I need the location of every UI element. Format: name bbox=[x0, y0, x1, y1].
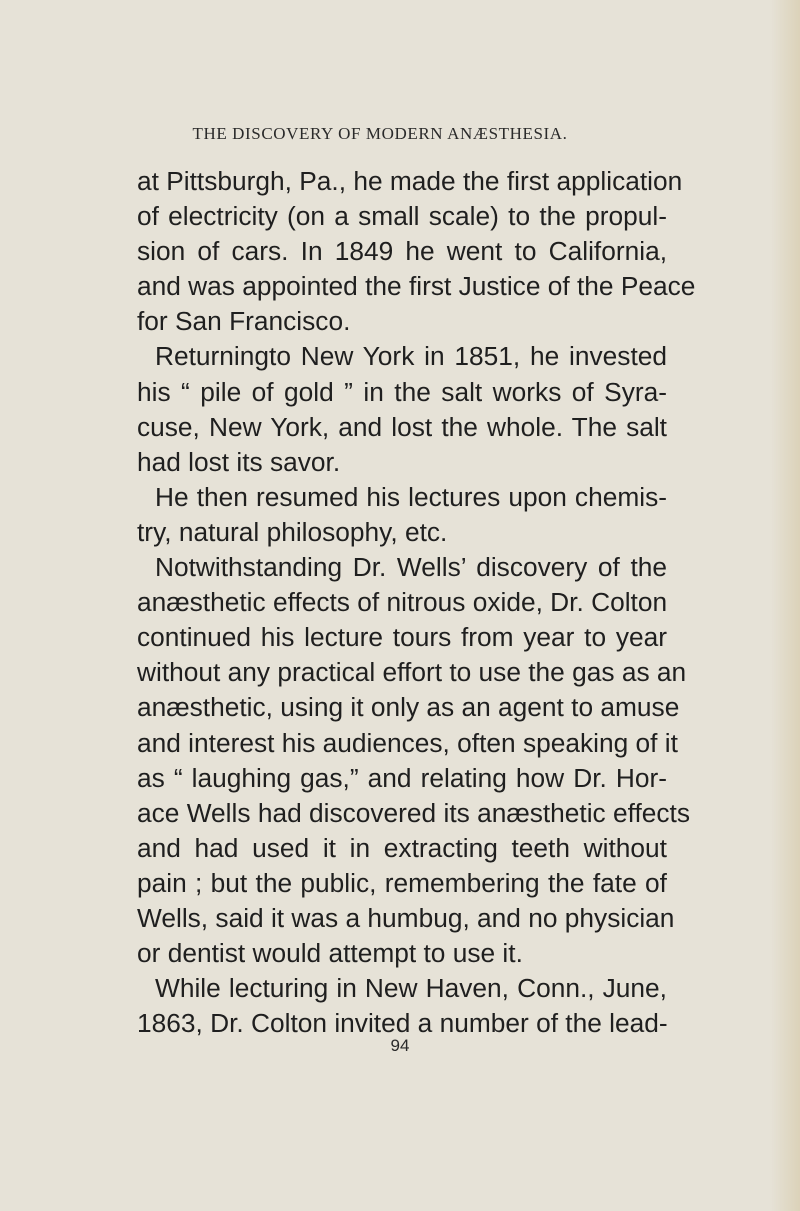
text-line: or dentist would attempt to use it. bbox=[137, 938, 523, 969]
page-edge-shadow bbox=[770, 0, 800, 1211]
text-line: anæsthetic, using it only as an agent to amuse bbox=[137, 692, 680, 723]
page-number: 94 bbox=[390, 1036, 410, 1055]
text-line: and had used it in extracting teeth without bbox=[137, 832, 667, 863]
text-line: continued his lecture tours from year to year bbox=[137, 622, 667, 653]
text-line: cuse, New York, and lost the whole. The salt bbox=[137, 411, 667, 442]
text-line: Returningto New York in 1851, he invested bbox=[155, 341, 667, 372]
text-line: for San Francisco. bbox=[137, 306, 351, 337]
text-line: sion of cars. In 1849 he went to California, bbox=[137, 236, 667, 267]
text-line: at Pittsburgh, Pa., he made the first application bbox=[137, 166, 683, 196]
text-line: and was appointed the first Justice of the Peace bbox=[137, 271, 696, 302]
text-line: ace Wells had discovered its anæsthetic effects bbox=[137, 797, 691, 828]
text-line: He then resumed his lectures upon chemis- bbox=[155, 481, 667, 512]
text-line: try, natural philosophy, etc. bbox=[137, 516, 448, 547]
body-text bbox=[137, 164, 696, 1041]
text-line: as “ laughing gas,” and relating how Dr. Hor- bbox=[137, 762, 667, 793]
text-line: his “ pile of gold ” in the salt works of Syra- bbox=[137, 376, 667, 407]
text-line: and interest his audiences, often speaking of it bbox=[137, 727, 678, 758]
text-line: had lost its savor. bbox=[137, 446, 341, 477]
text-line: 1863, Dr. Colton invited a number of the lead- bbox=[137, 1008, 668, 1039]
text-line: pain ; but the public, remembering the fate of bbox=[137, 867, 667, 898]
text-line: Notwithstanding Dr. Wells’ discovery of the bbox=[155, 552, 667, 583]
text-line: While lecturing in New Haven, Conn., June, bbox=[155, 973, 667, 1004]
text-line: of electricity (on a small scale) to the propul- bbox=[137, 201, 667, 232]
text-line: anæsthetic effects of nitrous oxide, Dr. Colton bbox=[137, 587, 668, 618]
text-line: without any practical effort to use the gas as an bbox=[137, 657, 687, 688]
text-line: Wells, said it was a humbug, and no physician bbox=[137, 902, 675, 933]
running-head: THE DISCOVERY OF MODERN ANÆSTHESIA. bbox=[192, 124, 568, 143]
